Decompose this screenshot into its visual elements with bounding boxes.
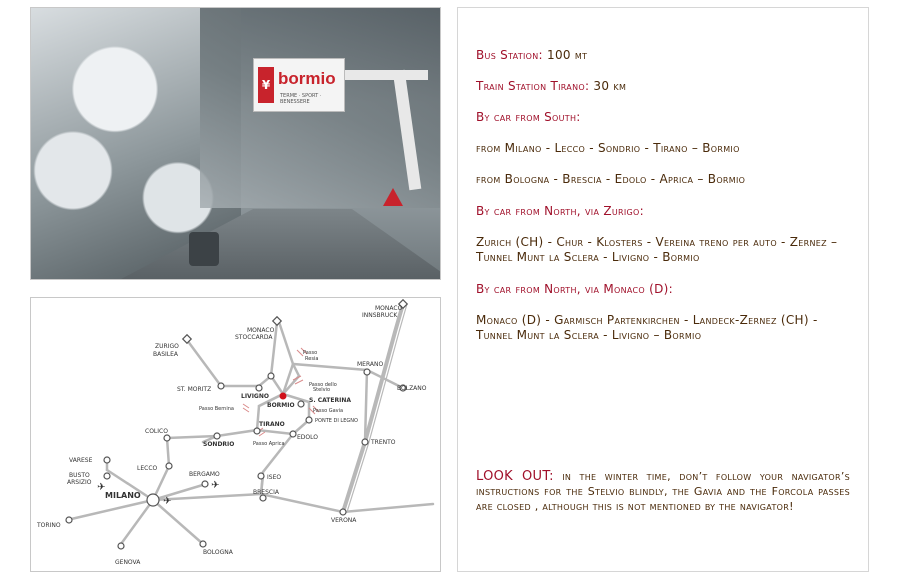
lecco-marker — [166, 463, 172, 469]
bus-station-value: 100 mt — [547, 48, 588, 62]
verona-marker — [340, 509, 346, 515]
trento-marker — [362, 439, 368, 445]
bormio-sign-tagline: TERME · SPORT · BENESSERE — [280, 93, 322, 105]
bus-station-label: Bus Station: — [476, 48, 543, 62]
livigno-marker — [256, 385, 262, 391]
map-label: MERANO — [357, 361, 384, 368]
train-station-value: 30 km — [593, 79, 627, 93]
map-label: Passo Aprica — [253, 441, 285, 447]
map-label: MONACO — [375, 305, 403, 312]
train-station-label: Train Station Tirano: — [476, 79, 590, 93]
directions-panel — [457, 7, 869, 572]
st-moritz-marker — [218, 383, 224, 389]
map-label: LIVIGNO — [241, 393, 269, 400]
car — [189, 232, 219, 266]
south-route-2: from Bologna - Brescia - Edolo - Aprica – Bormio — [476, 172, 746, 186]
north-monaco-heading: By car from North, via Monaco (D): — [476, 282, 673, 296]
map-label: BOLZANO — [397, 385, 427, 392]
map-label: BRESCIA — [253, 489, 279, 496]
map-label: BORMIO — [267, 402, 295, 409]
map-label: BASILEA — [153, 351, 179, 358]
bormio-marker — [280, 393, 287, 400]
map-label: Passo Gavia — [313, 408, 344, 414]
map-label: INNSBRUCK — [362, 312, 398, 319]
s-caterina-marker — [298, 401, 304, 407]
north-zurigo-route: Zurich (CH) - Chur - Klosters - Vereina treno per auto - Zernez – Tunnel Munt la Sclera - Livigno - Bormio — [476, 235, 838, 264]
colico-marker — [164, 435, 170, 441]
map-label: Resia — [305, 356, 319, 362]
map-label: S. CATERINA — [309, 397, 351, 404]
bologna-marker — [200, 541, 206, 547]
map-label: Stelvio — [313, 387, 331, 393]
map-label: BOLOGNA — [203, 549, 233, 556]
node-marker — [268, 373, 274, 379]
edolo-marker — [290, 431, 296, 437]
map-label: TIRANO — [259, 421, 285, 428]
map-label: VARESE — [69, 457, 93, 464]
lookout-lead: LOOK OUT: — [476, 469, 554, 484]
map-label: BERGAMO — [189, 471, 220, 478]
map-label: PONTE DI LEGNO — [315, 418, 358, 424]
south-heading: By car from South: — [476, 110, 581, 124]
map-label: MILANO — [105, 491, 141, 500]
map-label: GENOVA — [115, 559, 141, 566]
map-label: TRENTO — [371, 439, 396, 446]
map-label: COLICO — [145, 428, 168, 435]
map-label: LECCO — [137, 465, 158, 472]
warning-sign-icon — [383, 188, 403, 206]
map-label: ZURIGO — [155, 343, 179, 350]
map-label: SONDRIO — [203, 441, 235, 448]
airport-icon: ✈ — [211, 480, 220, 491]
road-map — [30, 297, 441, 572]
milano-marker — [147, 494, 159, 506]
iseo-marker — [258, 473, 264, 479]
south-route-1: from Milano - Lecco - Sondrio - Tirano – Bormio — [476, 141, 740, 155]
tirano-marker — [254, 428, 260, 434]
bormio-sign — [253, 58, 345, 112]
map-label: STOCCARDA — [235, 334, 273, 341]
map-label: ISEO — [267, 474, 282, 481]
map-label: VERONA — [331, 517, 357, 524]
genova-marker — [118, 543, 124, 549]
bormio-entrance-photo — [30, 7, 441, 280]
bormio-sign-word: bormio — [278, 69, 336, 88]
map-label: Passo — [303, 350, 318, 356]
sondrio-marker — [214, 433, 220, 439]
map-label: TORINO — [37, 522, 61, 529]
varese-marker — [104, 457, 110, 463]
map-label: Passo Bernina — [199, 406, 234, 412]
lookout-text: in the winter time, don’t follow your navigator’s instructions for the Stelvio blindly, the Gavia and the Forcola passes are closed , although this is not mentioned by the navigator! — [476, 470, 851, 513]
sign-arm — [343, 70, 428, 80]
airport-icon: ✈ — [163, 496, 172, 507]
merano-marker — [364, 369, 370, 375]
map-label: ARSIZIO — [67, 479, 92, 486]
north-monaco-route: Monaco (D) - Garmisch Partenkirchen - Landeck-Zernez (CH) - Tunnel Munt la Sclera - Livigno – Bormio — [476, 313, 818, 342]
airport-icon: ✈ — [97, 482, 106, 493]
bergamo-marker — [202, 481, 208, 487]
bormio-logo-mark: ¥ — [258, 67, 274, 103]
busto-marker — [104, 473, 110, 479]
torino-marker — [66, 517, 72, 523]
map-label: EDOLO — [297, 434, 318, 441]
ponte-di-legno-marker — [306, 417, 312, 423]
map-label: Passo dello — [309, 382, 337, 388]
train-station-line — [476, 79, 856, 93]
north-zurigo-heading: By car from North, via Zurigo: — [476, 204, 644, 218]
map-label: MONACO — [247, 327, 275, 334]
lookout-note — [476, 469, 850, 514]
map-label: ST. MORITZ — [177, 386, 212, 393]
bus-station-line — [476, 48, 856, 62]
map-label: BUSTO — [69, 472, 90, 479]
